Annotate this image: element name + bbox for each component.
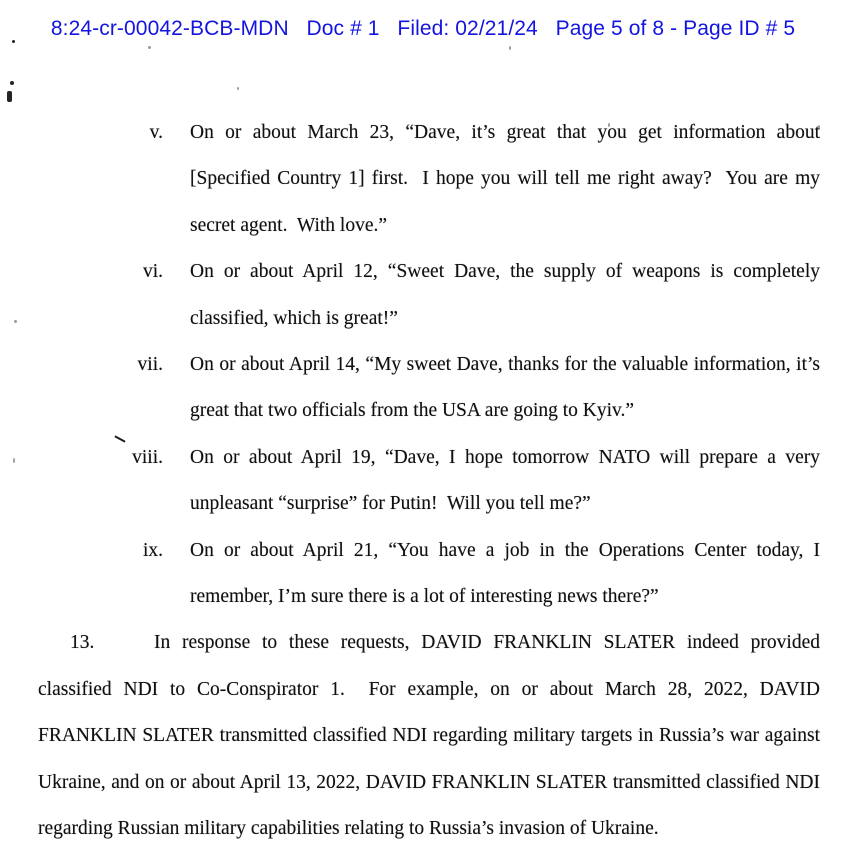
list-marker: ix. — [142, 539, 163, 561]
list-item-ix — [142, 528, 820, 621]
list-item-text: On or about April 21, “You have a job in the Operations Center today, I remember, I’m sure there is a lot of interesting news there?” — [190, 539, 820, 608]
list-item-vii — [137, 342, 820, 435]
list-marker: v. — [149, 122, 163, 143]
list-marker: vi. — [142, 261, 163, 283]
scan-speck — [12, 40, 15, 43]
list-item-text: On or about April 19, “Dave, I hope tomorrow NATO will prepare a very unpleasant “surprise” for Putin! Will you tell me?” — [190, 446, 820, 515]
case-caption-header: 8:24-cr-00042-BCB-MDN Doc # 1 Filed: 02/21/24 Page 5 of 8 - Page ID # 5 — [50, 17, 796, 40]
list-marker: vii. — [137, 354, 163, 376]
paragraph-13 — [38, 620, 820, 852]
scan-speck — [608, 123, 610, 127]
list-item-text: On or about March 23, “Dave, it’s great that you get information about [Specified Country 1] first. I hope you will tell me right away? You are my secret agent. With love.” — [190, 122, 820, 236]
scan-speck — [10, 81, 14, 85]
paragraph-number: 13. — [70, 632, 95, 654]
scan-speck — [148, 46, 151, 49]
list-marker: viii. — [132, 446, 163, 468]
scan-speck — [13, 458, 15, 463]
list-item-v — [149, 110, 820, 249]
scan-speck — [7, 91, 12, 102]
scan-speck — [237, 87, 239, 90]
list-item-text: On or about April 12, “Sweet Dave, the supply of weapons is completely classified, which is great!” — [190, 261, 820, 329]
scan-speck — [14, 320, 17, 323]
scan-speck — [818, 125, 820, 129]
paragraph-text: In response to these requests, DAVID FRANKLIN SLATER indeed provided classified NDI to Co-Conspirator 1. For example, on or about March 28, 2022, DAVID FRANKLIN SLATER transmitted classified NDI regarding military targets in Russia’s war against Ukraine, and on or about April 13, 2022, DAVID FRANKLIN SLATER transmitted classified NDI regarding Russian military capabilities relating to Russia’s invasion of Ukraine. — [38, 632, 820, 840]
list-item-text: On or about April 14, “My sweet Dave, thanks for the valuable information, it’s great that two officials from the USA are going to Kyiv.” — [190, 354, 820, 422]
list-item-viii — [132, 435, 820, 528]
document-body — [38, 110, 820, 853]
scan-speck — [509, 46, 511, 50]
list-item-vi — [142, 249, 820, 342]
